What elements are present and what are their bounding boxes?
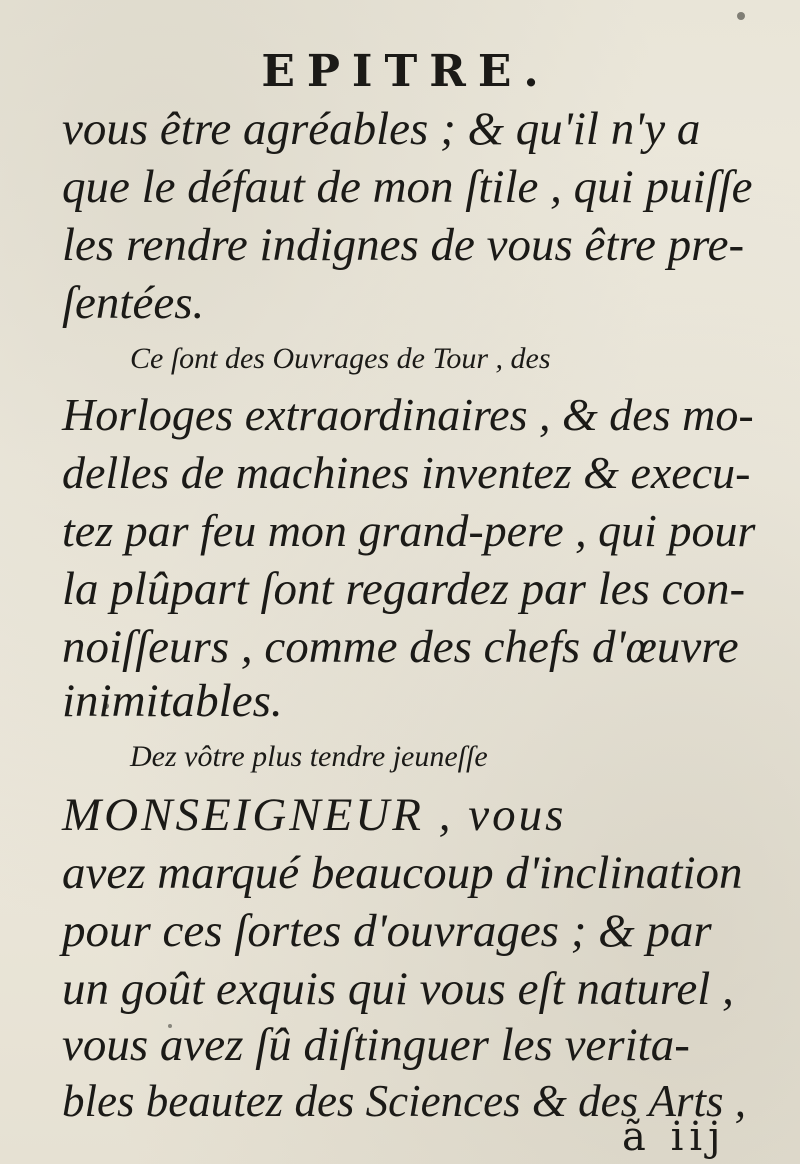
text-line: vous être agréables ; & qu'il n'y a: [62, 103, 701, 155]
text-line: Horloges extraordinaires , & des mo-: [62, 389, 754, 440]
text-line: avez marqué beaucoup d'inclination: [62, 847, 743, 899]
text-line: delles de machines inventez & execu-: [62, 447, 751, 498]
text-line: pour ces ſortes d'ouvrages ; & par: [62, 905, 712, 957]
page-header: [0, 46, 800, 97]
signature-mark: ã iij: [622, 1114, 727, 1160]
text-line: vous avez ſû diſtinguer les verita-: [62, 1019, 690, 1071]
text-line: que le défaut de mon ſtile , qui puiſſe: [62, 161, 753, 213]
text-line: la plûpart ſont regardez par les con-: [62, 563, 746, 615]
text-line: MONSEIGNEUR , vous: [62, 789, 567, 841]
text-line: inimitables.: [62, 675, 283, 727]
text-line: un goût exquis qui vous eſt naturel ,: [62, 963, 734, 1015]
text-line: tez par feu mon grand-pere , qui pour: [62, 505, 756, 556]
header-title: EPITRE.: [261, 46, 551, 97]
text-line: noiſſeurs , comme des chefs d'œuvre: [62, 621, 739, 673]
ink-spot: [737, 12, 745, 20]
text-line: ſentées.: [62, 277, 205, 329]
text-line: les rendre indignes de vous être pre-: [62, 219, 745, 271]
text-line: Ce ſont des Ouvrages de Tour , des: [130, 342, 551, 375]
text-line: Dez vôtre plus tendre jeuneſſe: [130, 740, 488, 773]
text-line: bles beautez des Sciences & des Arts ,: [62, 1076, 747, 1126]
